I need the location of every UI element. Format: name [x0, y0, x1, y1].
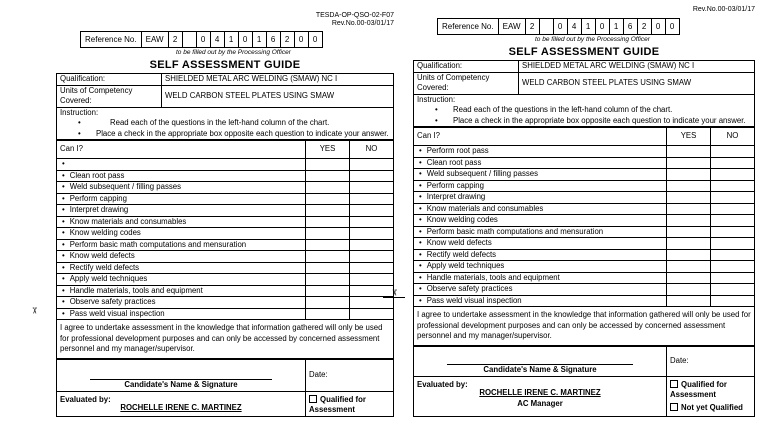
ref-digit-cell[interactable]: 1	[253, 31, 267, 48]
yes-checkbox-cell[interactable]	[306, 262, 350, 274]
checklist-item: • Know materials and consumables	[57, 216, 306, 228]
checklist-item: • Weld subsequent / filling passes	[57, 182, 306, 194]
agreement-text: I agree to undertake assessment in the knowledge that information gathered will only be used for professional development purposes and can only be accessed by concerned assessment personnel and my manager/supervisor.	[57, 320, 394, 359]
yes-checkbox-cell[interactable]	[667, 249, 711, 261]
reference-cells	[142, 31, 323, 48]
yes-checkbox-cell[interactable]	[306, 216, 350, 228]
rev-number: Rev.No.00-03/01/17	[692, 6, 755, 13]
no-checkbox-cell[interactable]	[711, 284, 755, 296]
no-checkbox-cell[interactable]	[711, 261, 755, 273]
checklist-item: • Perform basic math computations and mensuration	[414, 226, 667, 238]
ref-digit-cell[interactable]: 0	[239, 31, 253, 48]
uoc-label: Units of Competency Covered:	[414, 72, 519, 94]
no-checkbox-cell[interactable]	[350, 216, 394, 228]
no-checkbox-cell[interactable]	[350, 205, 394, 217]
ref-digit-cell[interactable]: 1	[610, 18, 624, 35]
header-table	[413, 60, 755, 127]
evaluator-title: AC Manager	[517, 398, 563, 408]
doc-code: TESDA-OP-QSO-02-F07	[315, 12, 394, 19]
yes-checkbox-cell[interactable]	[306, 205, 350, 217]
no-checkbox-cell[interactable]	[711, 203, 755, 215]
form-title: SELF ASSESSMENT GUIDE	[508, 46, 660, 58]
ref-digit-cell[interactable]	[183, 31, 197, 48]
qualified-option[interactable]: Qualified for Assessment	[670, 379, 727, 399]
checklist-item: • Apply weld techniques	[57, 274, 306, 286]
checklist-item: • Perform capping	[57, 193, 306, 205]
no-checkbox-cell[interactable]	[350, 297, 394, 309]
ref-digit-cell[interactable]: 0	[309, 31, 323, 48]
assessment-form-left	[56, 12, 394, 417]
instruction-label: Instruction:	[60, 107, 99, 117]
no-checkbox-cell[interactable]	[350, 262, 394, 274]
yes-checkbox-cell[interactable]	[306, 251, 350, 263]
evaluator-cell	[57, 391, 306, 416]
qualification-value: SHIELDED METAL ARC WELDING (SMAW) NC I	[519, 61, 755, 73]
ref-digit-cell[interactable]: 0	[295, 31, 309, 48]
ref-digit-cell[interactable]: 1	[225, 31, 239, 48]
can-i-header: Can I?	[414, 128, 667, 146]
ref-digit-cell[interactable]: 2	[281, 31, 295, 48]
no-checkbox-cell[interactable]	[350, 285, 394, 297]
no-checkbox-cell[interactable]	[350, 308, 394, 320]
candidate-signature-cell[interactable]	[414, 346, 667, 376]
cut-line	[383, 297, 405, 298]
checklist-table	[56, 140, 394, 359]
checklist-item: • Observe safety practices	[57, 297, 306, 309]
checklist-item: • Rectify weld defects	[57, 262, 306, 274]
no-checkbox-cell[interactable]	[711, 146, 755, 158]
checkbox-icon[interactable]	[309, 395, 317, 403]
yes-checkbox-cell[interactable]	[667, 157, 711, 169]
qualified-option[interactable]: Qualified for Assessment	[306, 391, 394, 416]
ref-digit-cell[interactable]: 1	[582, 18, 596, 35]
yes-header: YES	[667, 128, 711, 146]
checklist-table	[413, 127, 755, 346]
yes-checkbox-cell[interactable]	[306, 159, 350, 171]
uoc-label: Units of Competency Covered:	[57, 85, 162, 107]
qualification-label: Qualification:	[57, 74, 162, 86]
reference-note: to be filled out by the Processing Officer	[535, 36, 650, 43]
qualification-label: Qualification:	[414, 61, 519, 73]
yes-checkbox-cell[interactable]	[306, 170, 350, 182]
bullet-icon: •	[78, 128, 81, 138]
yes-checkbox-cell[interactable]	[667, 226, 711, 238]
yes-header: YES	[306, 141, 350, 159]
no-checkbox-cell[interactable]	[711, 238, 755, 250]
checklist-item: • Rectify weld defects	[414, 249, 667, 261]
yes-checkbox-cell[interactable]	[667, 284, 711, 296]
no-checkbox-cell[interactable]	[350, 239, 394, 251]
no-checkbox-cell[interactable]	[711, 169, 755, 181]
bullet-icon: •	[435, 105, 438, 114]
instruction-cell	[414, 94, 755, 127]
ref-digit-cell[interactable]: 0	[554, 18, 568, 35]
no-checkbox-cell[interactable]	[350, 251, 394, 263]
checklist-item: • Know weld defects	[414, 238, 667, 250]
no-checkbox-cell[interactable]	[350, 274, 394, 286]
date-cell[interactable]: Date:	[306, 359, 394, 391]
yes-checkbox-cell[interactable]	[667, 180, 711, 192]
evaluator-name: ROCHELLE IRENE C. MARTINEZ	[479, 388, 601, 397]
yes-checkbox-cell[interactable]	[306, 297, 350, 309]
no-checkbox-cell[interactable]	[711, 295, 755, 307]
signature-table	[56, 359, 394, 417]
yes-checkbox-cell[interactable]	[306, 308, 350, 320]
rev-number: Rev.No.00-03/01/17	[331, 20, 394, 27]
reference-row	[80, 31, 394, 48]
yes-checkbox-cell[interactable]	[667, 169, 711, 181]
no-checkbox-cell[interactable]	[350, 193, 394, 205]
yes-checkbox-cell[interactable]	[306, 228, 350, 240]
checklist-item: • Apply weld techniques	[414, 261, 667, 273]
checklist-item: • Know welding codes	[414, 215, 667, 227]
checklist-item: • Perform basic math computations and mensuration	[57, 239, 306, 251]
yes-checkbox-cell[interactable]	[667, 295, 711, 307]
uoc-value: WELD CARBON STEEL PLATES USING SMAW	[519, 72, 755, 94]
checklist-item	[57, 159, 306, 171]
instruction-item: • Read each of the questions in the left-hand column of the chart.	[435, 105, 673, 114]
no-checkbox-cell[interactable]	[350, 182, 394, 194]
signature-table	[413, 346, 755, 417]
checklist-item: • Interpret drawing	[57, 205, 306, 217]
yes-checkbox-cell[interactable]	[306, 285, 350, 297]
ref-digit-cell[interactable]: 0	[666, 18, 680, 35]
qualification-value: SHIELDED METAL ARC WELDING (SMAW) NC I	[162, 74, 394, 86]
not-qualified-option[interactable]: Not yet Qualified	[670, 403, 751, 414]
ref-digit-cell[interactable]: 2	[169, 31, 183, 48]
yes-checkbox-cell[interactable]	[667, 203, 711, 215]
agreement-text: I agree to undertake assessment in the knowledge that information gathered will only be used for professional development purposes and can only be accessed by concerned assessment personnel and my manager/supervisor.	[414, 307, 755, 346]
qualification-options	[667, 376, 755, 416]
candidate-signature-label: Candidate's Name & Signature	[90, 379, 272, 391]
checkbox-icon[interactable]	[670, 380, 678, 388]
uoc-value: WELD CARBON STEEL PLATES USING SMAW	[162, 85, 394, 107]
checklist-item: • Know materials and consumables	[414, 203, 667, 215]
evaluated-by-label: Evaluated by:	[60, 394, 111, 404]
ref-prefix-cell[interactable]: EAW	[142, 31, 169, 48]
no-header: NO	[711, 128, 755, 146]
ref-prefix-cell[interactable]: EAW	[499, 18, 526, 35]
bullet-icon: •	[435, 115, 438, 125]
yes-checkbox-cell[interactable]	[306, 239, 350, 251]
checklist-item: • Handle materials, tools and equipment	[414, 272, 667, 284]
ref-digit-cell[interactable]: 0	[652, 18, 666, 35]
checklist-item: • Perform capping	[414, 180, 667, 192]
checklist-item: • Know weld defects	[57, 251, 306, 263]
checklist-item: • Perform root pass	[414, 146, 667, 158]
ref-digit-cell[interactable]: 4	[211, 31, 225, 48]
checkbox-icon[interactable]	[670, 403, 678, 411]
instruction-cell	[57, 107, 394, 140]
scissors-icon: ✂	[29, 306, 40, 315]
candidate-signature-cell[interactable]	[57, 359, 306, 391]
date-cell[interactable]: Date:	[667, 346, 755, 376]
yes-checkbox-cell[interactable]	[306, 274, 350, 286]
checklist-item: • Handle materials, tools and equipment	[57, 285, 306, 297]
ref-digit-cell[interactable]: 6	[267, 31, 281, 48]
no-checkbox-cell[interactable]	[711, 180, 755, 192]
instruction-item: • Place a check in the appropriate box opposite each question to indicate your answer.	[435, 115, 746, 125]
header-table	[56, 73, 394, 140]
ref-digit-cell[interactable]: 0	[596, 18, 610, 35]
no-checkbox-cell[interactable]	[711, 272, 755, 284]
no-header: NO	[350, 141, 394, 159]
no-checkbox-cell[interactable]	[711, 226, 755, 238]
instruction-label: Instruction:	[417, 94, 456, 104]
ref-digit-cell[interactable]: 2	[526, 18, 540, 35]
checklist-item: • Know welding codes	[57, 228, 306, 240]
reference-cells	[499, 18, 680, 35]
checklist-item: • Clean root pass	[57, 170, 306, 182]
yes-checkbox-cell[interactable]	[667, 192, 711, 204]
reference-label: Reference No.	[80, 31, 142, 48]
checklist-item: • Weld subsequent / filling passes	[414, 169, 667, 181]
yes-checkbox-cell[interactable]	[667, 238, 711, 250]
reference-row	[437, 18, 755, 35]
reference-note: to be filled out by the Processing Officer	[176, 49, 291, 56]
no-checkbox-cell[interactable]	[711, 249, 755, 261]
ref-digit-cell[interactable]: 0	[197, 31, 211, 48]
assessment-form-right	[413, 6, 755, 417]
scissors-icon: ✂	[389, 288, 400, 297]
ref-digit-cell[interactable]: 6	[624, 18, 638, 35]
can-i-header: Can I?	[57, 141, 306, 159]
yes-checkbox-cell[interactable]	[306, 193, 350, 205]
no-checkbox-cell[interactable]	[350, 159, 394, 171]
ref-digit-cell[interactable]	[540, 18, 554, 35]
checklist-item: • Pass weld visual inspection	[57, 308, 306, 320]
instruction-item: • Place a check in the appropriate box opposite each question to indicate your answer.	[78, 128, 389, 138]
yes-checkbox-cell[interactable]	[667, 215, 711, 227]
ref-digit-cell[interactable]: 4	[568, 18, 582, 35]
yes-checkbox-cell[interactable]	[667, 272, 711, 284]
yes-checkbox-cell[interactable]	[667, 146, 711, 158]
evaluator-cell	[414, 376, 667, 416]
evaluator-name: ROCHELLE IRENE C. MARTINEZ	[120, 403, 242, 412]
checklist-item: • Pass weld visual inspection	[414, 295, 667, 307]
yes-checkbox-cell[interactable]	[306, 182, 350, 194]
checklist-item: • Interpret drawing	[414, 192, 667, 204]
no-checkbox-cell[interactable]	[711, 215, 755, 227]
no-checkbox-cell[interactable]	[711, 192, 755, 204]
no-checkbox-cell[interactable]	[350, 170, 394, 182]
yes-checkbox-cell[interactable]	[667, 261, 711, 273]
instruction-item: • Read each of the questions in the left-hand column of the chart.	[78, 118, 330, 127]
form-title: SELF ASSESSMENT GUIDE	[149, 59, 301, 71]
no-checkbox-cell[interactable]	[350, 228, 394, 240]
no-checkbox-cell[interactable]	[711, 157, 755, 169]
evaluated-by-label: Evaluated by:	[417, 379, 468, 389]
ref-digit-cell[interactable]: 2	[638, 18, 652, 35]
checklist-item: • Observe safety practices	[414, 284, 667, 296]
checklist-item: • Clean root pass	[414, 157, 667, 169]
candidate-signature-label: Candidate's Name & Signature	[447, 364, 633, 376]
reference-label: Reference No.	[437, 18, 499, 35]
bullet-icon: •	[78, 118, 81, 127]
